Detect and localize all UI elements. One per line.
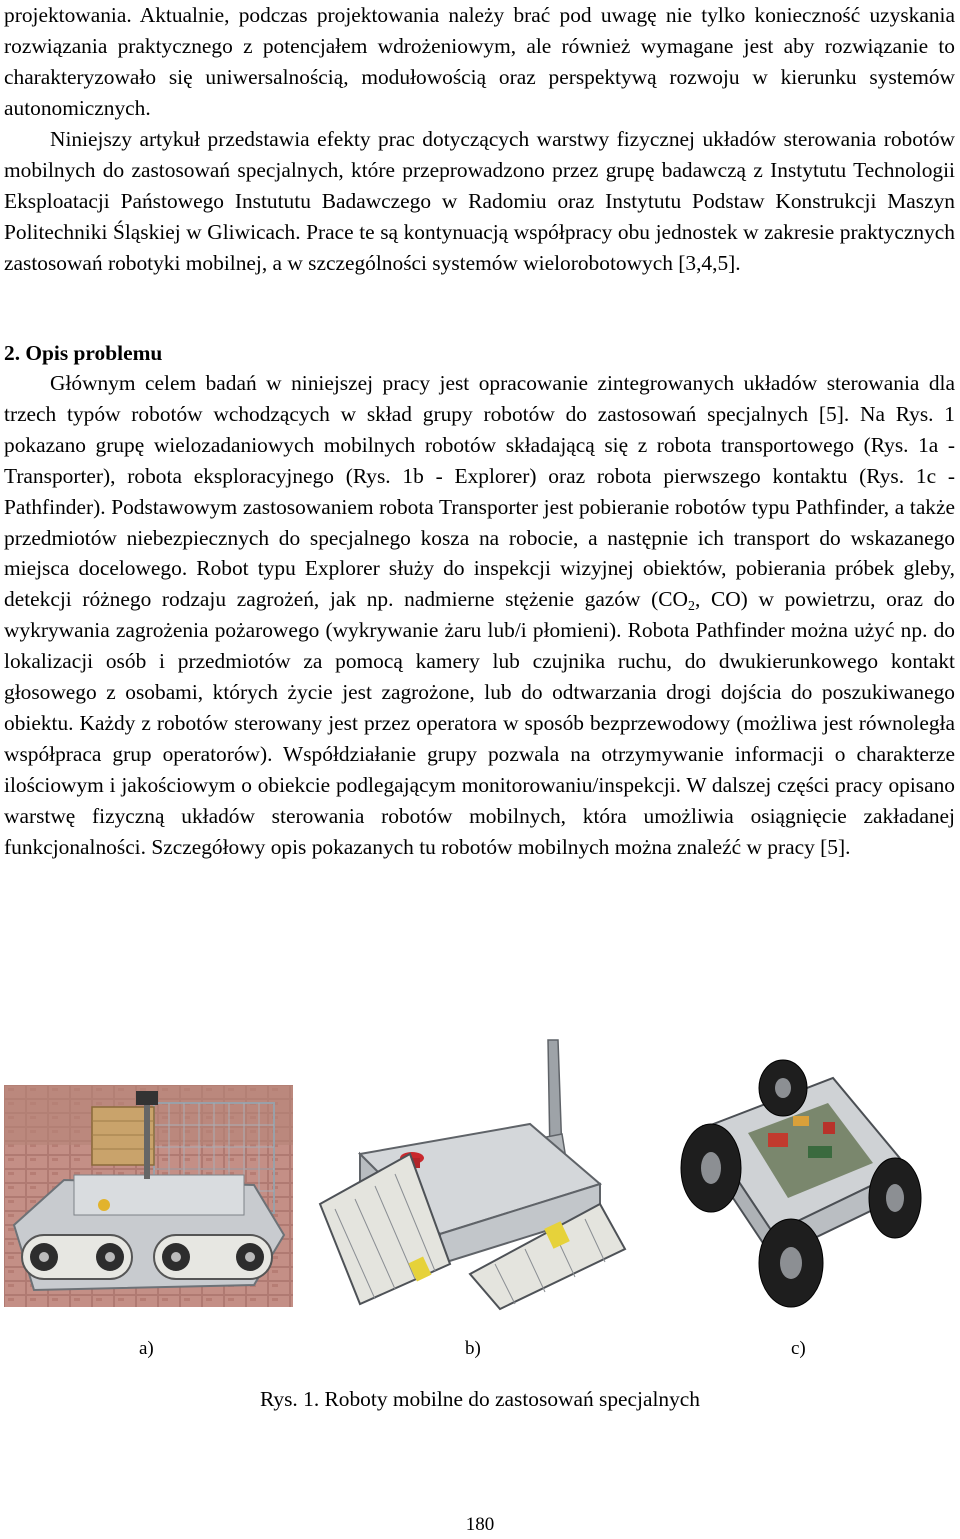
figure-pathfinder-robot-photo (663, 1058, 925, 1310)
figure-explorer-robot-photo (300, 1034, 630, 1316)
figure-label-c: c) (791, 1338, 806, 1359)
paragraph-problem-part-1: Głównym celem badań w niniejszej pracy jest opracowanie zintegrowanych układów sterowania dla trzech typów robotów wchodzących w skład grupy robotów do zastosowań specjalnych [5]. Na Rys. 1 pokazano grupę wielozadaniowych mobilnych robotów składającą się z robota transportowego (Rys. 1a - Transporter), robota eksploracyjnego (Rys. 1b - Explorer) oraz robota pierwszego kontaktu (Rys. 1c - Pathfinder). Podstawowym zastosowaniem robota Transporter jest pobieranie robotów typu Pathfinder, a także przedmiotów niebezpiecznych do specjalnego kosza na robocie, a następnie ich transport do wskazanego miejsca docelowego. Robot typu Explorer służy do inspekcji wizyjnej obiektów, pobierania próbek gleby, detekcji różnego rodzaju zagrożeń, jak np. nadmierne stężenie gazów (CO (4, 371, 955, 612)
co2-subscript: 2 (687, 599, 695, 615)
figure-transporter-robot-photo (4, 1085, 293, 1307)
figure-caption (0, 1385, 960, 1413)
paragraph-problem-part-2: , CO) w powietrzu, oraz do wykrywania zagrożenia pożarowego (wykrywanie żaru lub/i płomieni). Robota Pathfinder można użyć np. do lokalizacji osób i przedmiotów za pomocą kamery lub czujnika ruchu, do dwukierunkowego kontakt głosowego z osobami, których życie jest zagrożone, lub do odtwarzania drogi dojścia do poszukiwanego obiektu. Każdy z robotów sterowany jest przez operatora w sposób bezprzewodowy (możliwa jest równoległa współpraca grup operatorów). Współdziałanie grupy pozwala na otrzymywanie informacji o charakterze ilościowym i jakościowym o obiekcie podlegającym monitorowaniu/inspekcji. W dalszej części pracy opisano warstwę fizyczną układów sterowania robotów mobilnych, która umożliwia osiągnięcie zakładanej funkcjonalności. Szczegółowy opis pokazanych tu robotów mobilnych można znaleźć w pracy [5]. (4, 587, 955, 859)
figure-caption-text: Rys. 1. Roboty mobilne do zastosowań specjalnych (260, 1387, 700, 1411)
paragraph-problem-description (4, 368, 955, 863)
page-number: 180 (465, 1514, 495, 1535)
paragraph-article-scope: Niniejszy artykuł przedstawia efekty prac dotyczących warstwy fizycznej układów sterowania robotów mobilnych do zastosowań specjalnych, które przeprowadzono przez grupę badawczą z Instytutu Technologii Eksploatacji Państowego Instututu Badawczego w Radomiu oraz Instytutu Podstaw Konstrukcji Maszyn Politechniki Śląskiej w Gliwicach. Prace te są kontynuacją współpracy obu jednostek w zakresie praktycznych zastosowań robotyki mobilnej, a w szczególności systemów wielorobotowych [3,4,5]. (4, 127, 955, 275)
paragraph-intro: projektowania. Aktualnie, podczas projektowania należy brać pod uwagę nie tylko konieczność uzyskania rozwiązania praktycznego z potencjałem wdrożeniowym, ale również wymagane jest aby rozwiązanie to charakteryzowało się uniwersalnością, modułowością oraz perspektywą rozwoju w kierunku systemów autonomicznych. (4, 3, 955, 120)
figure-label-b: b) (465, 1338, 481, 1359)
figure-label-a: a) (139, 1338, 154, 1359)
section-heading: 2. Opis problemu (4, 341, 163, 365)
